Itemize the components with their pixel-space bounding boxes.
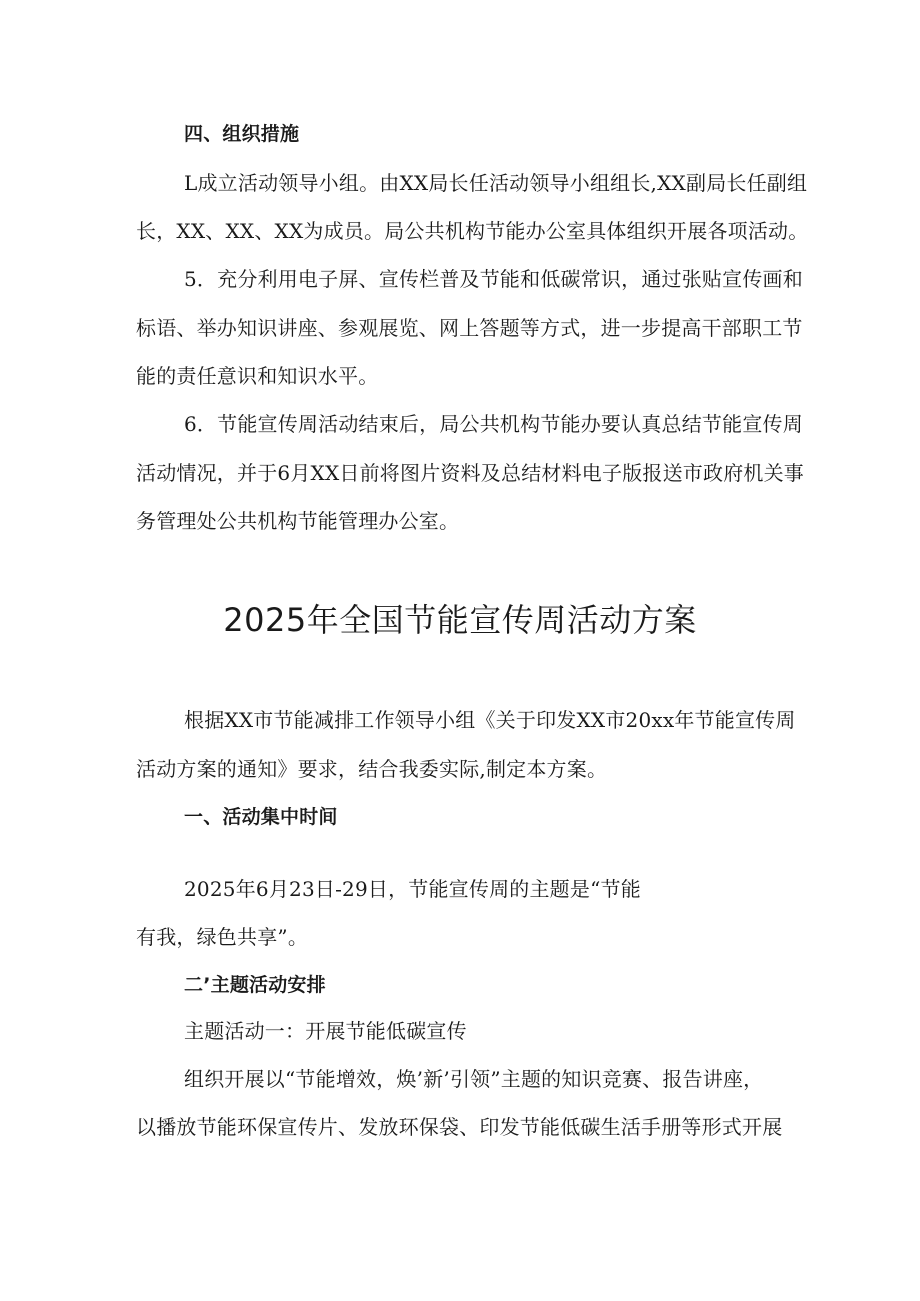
paragraph-line: 有我，绿色共享”。 [136,925,309,949]
paragraph-line: 务管理处公共机构节能管理办公室。 [136,509,460,533]
paragraph-line: 活动方案的通知》要求，结合我委实际,制定本方案。 [136,757,608,781]
section-heading-arrangement: 二’主题活动安排 [184,974,326,996]
paragraph-line: 2025年6月23日-29日，节能宣传周的主题是“节能 [184,877,641,901]
section-heading-time: 一、活动集中时间 [184,806,338,828]
paragraph-line: 根据XX市节能减排工作领导小组《关于印发XX市20xx年节能宣传周 [184,708,796,732]
paragraph-line: 能的责任意识和知识水平。 [136,364,379,388]
paragraph-line: 标语、举办知识讲座、参观展览、网上答题等方式，进一步提高干部职工节 [136,316,803,340]
subheading-activity-one: 主题活动一：开展节能低碳宣传 [184,1019,467,1043]
paragraph-line: 6．节能宣传周活动结束后，局公共机构节能办要认真总结节能宣传周 [184,412,803,436]
paragraph-line: L成立活动领导小组。由XX局长任活动领导小组组长,XX副局长任副组 [184,171,808,195]
paragraph-line: 长，XX、XX、XX为成员。局公共机构节能办公室具体组织开展各项活动。 [136,219,809,243]
section-heading-organization: 四、组织措施 [184,123,300,145]
document-title: 2025年全国节能宣传周活动方案 [223,601,697,639]
paragraph-line: 组织开展以“节能增效，焕’新’引领”主题的知识竞赛、报告讲座， [184,1067,764,1091]
paragraph-line: 活动情况，并于6月XX日前将图片资料及总结材料电子版报送市政府机关事 [136,461,805,485]
paragraph-line: 以播放节能环保宣传片、发放环保袋、印发节能低碳生活手册等形式开展 [136,1115,783,1139]
paragraph-line: 5．充分利用电子屏、宣传栏普及节能和低碳常识，通过张贴宣传画和 [184,267,803,291]
